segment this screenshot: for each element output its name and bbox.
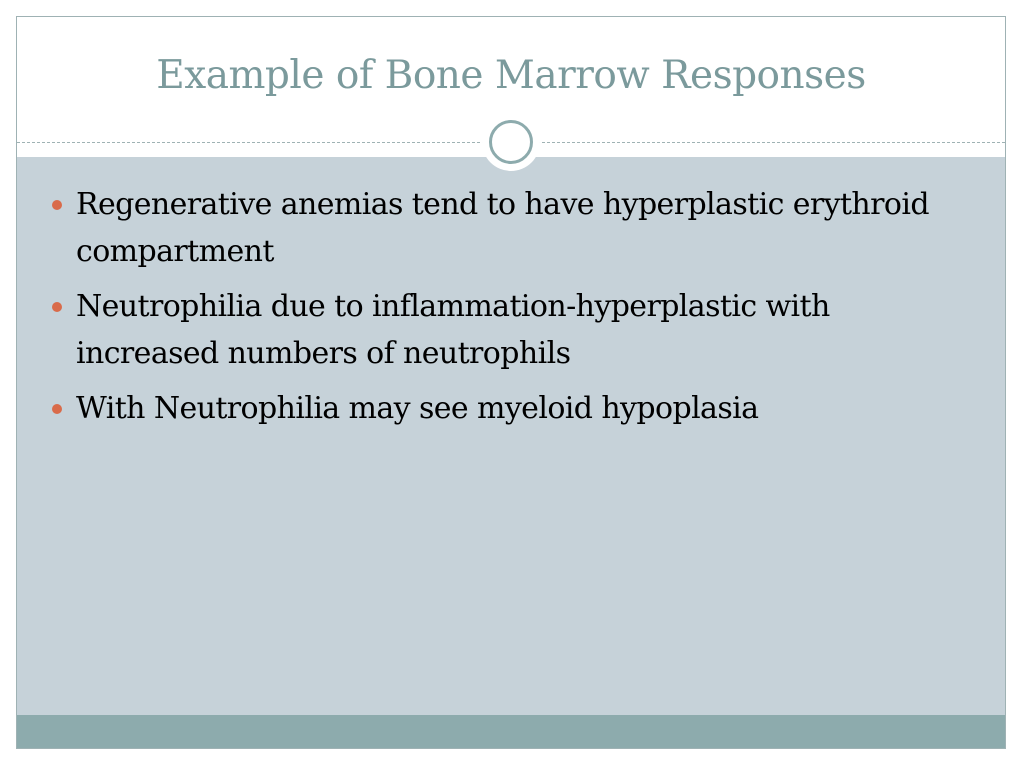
bullet-item xyxy=(49,283,979,377)
bullet-item xyxy=(49,385,979,432)
bullet-dot-icon xyxy=(52,302,62,312)
bullet-dot-icon xyxy=(52,200,62,210)
circle-ring-icon xyxy=(489,120,533,164)
bullet-text: With Neutrophilia may see myeloid hypoplasia xyxy=(76,391,759,426)
footer-bar xyxy=(17,715,1005,749)
bullet-item xyxy=(49,181,979,275)
bullet-text: Regenerative anemias tend to have hyperplastic erythroid compartment xyxy=(76,187,929,269)
bullet-dot-icon xyxy=(52,404,62,414)
bullet-text: Neutrophilia due to inflammation-hyperplastic with increased numbers of neutrophils xyxy=(76,289,830,371)
bullet-list xyxy=(49,181,979,440)
slide xyxy=(16,16,1006,749)
slide-title: Example of Bone Marrow Responses xyxy=(156,53,866,98)
